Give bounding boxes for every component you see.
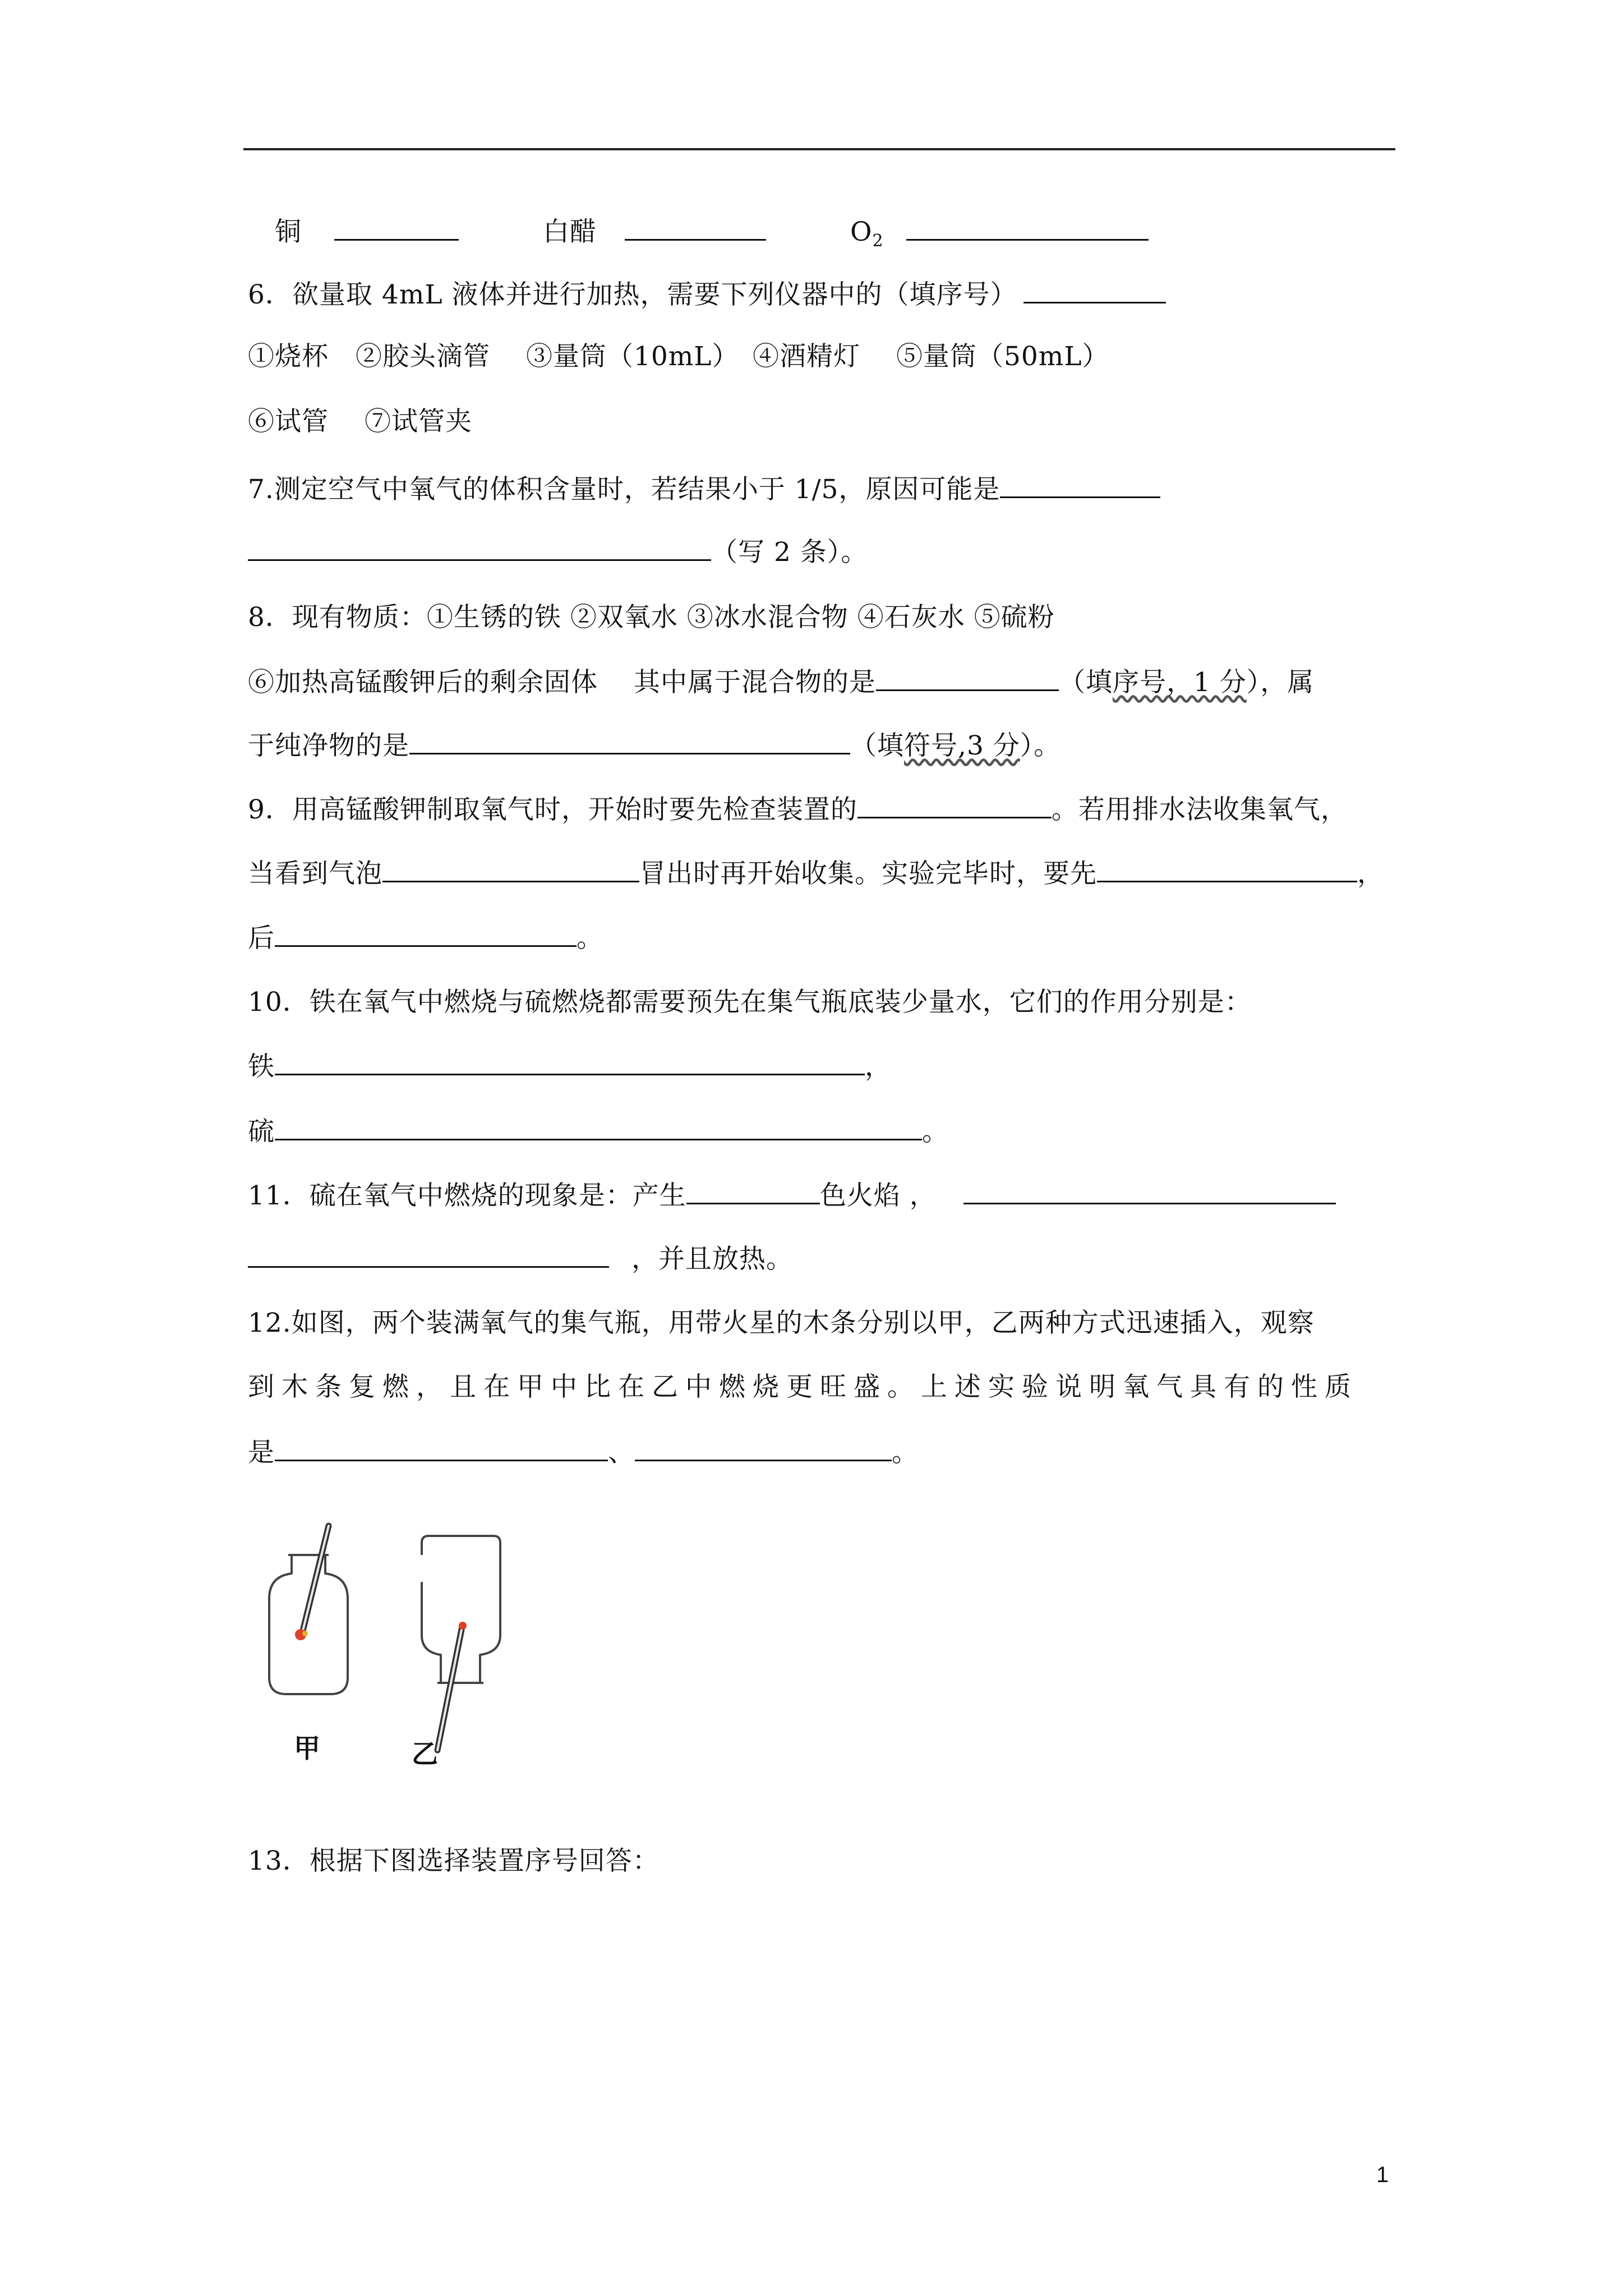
header-rule — [243, 148, 1395, 150]
q9-line-3: 后 。 — [248, 921, 603, 955]
q6-line-2: ①烧杯 ②胶头滴管 ③量筒（10mL） ④酒精灯 ⑤量筒（50mL） — [248, 341, 1109, 372]
q12-line-3: 是 、 。 — [248, 1435, 919, 1470]
q8-pure-blank[interactable] — [409, 728, 850, 754]
q7-blank-1[interactable] — [1000, 472, 1160, 498]
q5-item-copper: 铜 — [275, 217, 302, 247]
q10-iron-blank[interactable] — [275, 1049, 865, 1075]
q12-property-blank-1[interactable] — [275, 1435, 608, 1461]
q5-blank-2[interactable] — [625, 214, 766, 241]
q11-line-1: 11．硫在氧气中燃烧的现象是：产生 色火焰 ， — [248, 1178, 1336, 1213]
ember-yi — [459, 1622, 467, 1630]
q11-phenomenon-blank-2[interactable] — [248, 1241, 609, 1268]
q11-color-blank[interactable] — [686, 1178, 820, 1204]
figure-label-yi: 乙 — [412, 1739, 438, 1770]
q8-line-1: 8．现有物质：①生锈的铁 ②双氧水 ③冰水混合物 ④石灰水 ⑤硫粉 — [248, 602, 1055, 633]
q9-line-2: 当看到气泡 冒出时再开始收集。实验完毕时，要先 ， — [248, 856, 1384, 891]
q7-blank-2[interactable] — [248, 535, 711, 561]
q12-property-blank-2[interactable] — [635, 1435, 892, 1461]
q11-phenomenon-blank[interactable] — [963, 1178, 1336, 1204]
q9-blank-4[interactable] — [275, 921, 577, 947]
q7-line-2: （写 2 条）。 — [248, 535, 868, 569]
q12-line-2: 到木条复燃，且在甲中比在乙中燃烧更旺盛。上述实验说明氧气具有的性质 — [248, 1372, 1358, 1402]
q9-blank-3[interactable] — [1097, 856, 1357, 882]
page-number: 1 — [1376, 2162, 1389, 2187]
q5-item-vinegar: 白醋 — [543, 217, 597, 247]
q9-line-1: 9．用高锰酸钾制取氧气时，开始时要先检查装置的 。若用排水法收集氧气， — [248, 792, 1348, 827]
splint-jia — [295, 1526, 329, 1640]
q13-line-1: 13．根据下图选择装置序号回答： — [248, 1846, 660, 1876]
bottle-yi — [422, 1536, 500, 1683]
q5-item-o2: $O_2$ — [850, 217, 884, 251]
q8-line-3: 于纯净物的是 （填符号,3 分）。 — [248, 728, 1061, 763]
q10-sulfur-blank[interactable] — [275, 1114, 922, 1140]
q9-blank-1[interactable] — [857, 792, 1052, 818]
q11-line-2: ，并且放热。 — [248, 1241, 793, 1276]
q10-line-3: 硫 。 — [248, 1114, 949, 1149]
q7-line-1: 7.测定空气中氧气的体积含量时，若结果小于 1/5，原因可能是 — [248, 472, 1160, 507]
q10-line-2: 铁 ， — [248, 1049, 892, 1084]
q9-blank-2[interactable] — [382, 856, 639, 882]
figure-label-jia: 甲 — [294, 1733, 320, 1764]
gas-bottle-figure — [247, 1515, 538, 1773]
q8-line-2: ⑥加热高锰酸钾后的剩余固体 其中属于混合物的是 （填序号，1 分），属 — [248, 665, 1314, 700]
q5-blank-3[interactable] — [906, 214, 1149, 241]
q8-mixture-blank[interactable] — [876, 665, 1059, 691]
q6-line-3: ⑥试管 ⑦试管夹 — [248, 406, 472, 437]
q6-line-1: 6．欲量取 4mL 液体并进行加热，需要下列仪器中的（填序号） — [248, 277, 1166, 312]
q10-line-1: 10．铁在氧气中燃烧与硫燃烧都需要预先在集气瓶底装少量水，它们的作用分别是： — [248, 987, 1252, 1018]
bottle-jia — [269, 1555, 348, 1694]
q6-answer-blank[interactable] — [1023, 277, 1166, 303]
q5-blank-1[interactable] — [334, 214, 459, 241]
splint-yi — [437, 1622, 467, 1750]
q5-row — [248, 214, 1149, 252]
q12-line-1: 12.如图，两个装满氧气的集气瓶，用带火星的木条分别以甲，乙两种方式迅速插入，观察 — [248, 1308, 1315, 1338]
